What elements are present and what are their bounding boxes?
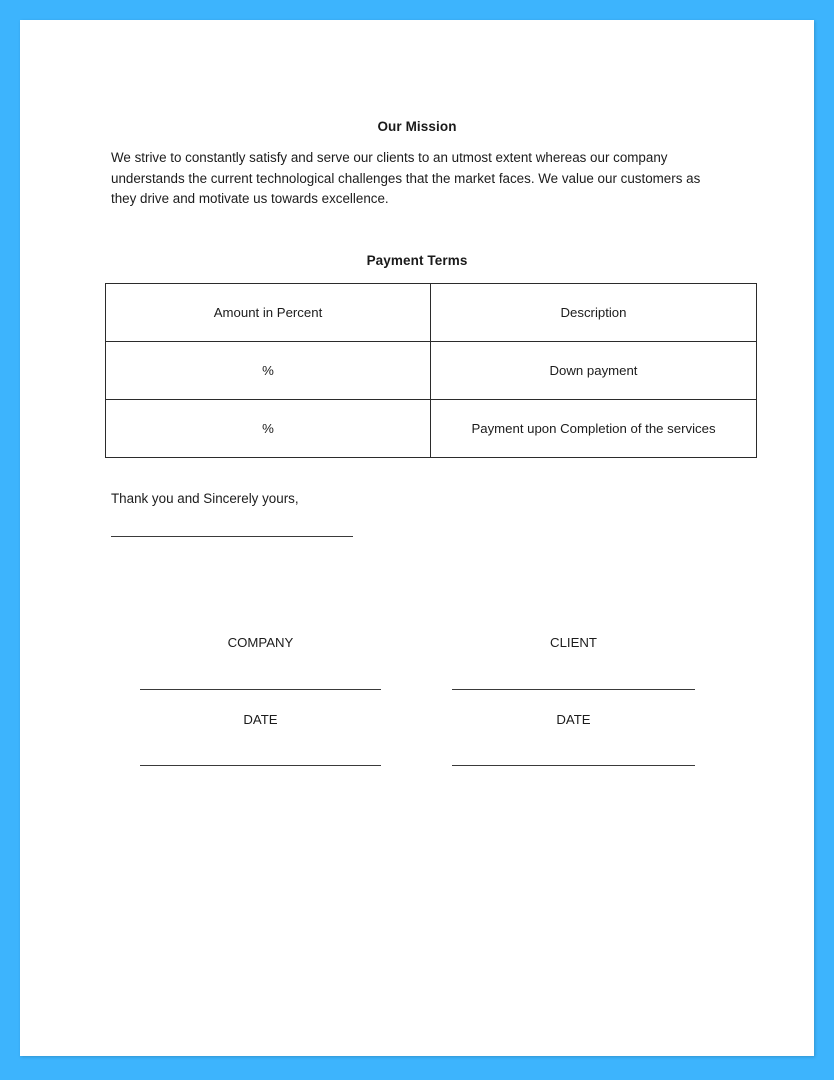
payment-terms-heading: Payment Terms [366,253,468,268]
table-row [106,400,757,458]
payment-terms-table [105,283,757,458]
cell-amount-down-payment[interactable]: % [106,342,431,400]
table-header-row [106,284,757,342]
mission-heading: Our Mission [377,119,457,134]
document-body [20,20,814,1056]
client-party-label: CLIENT [550,635,597,650]
sender-signature-line[interactable] [111,536,353,537]
cell-description-down-payment: Down payment [431,342,757,400]
company-date-line[interactable] [140,765,381,766]
company-signature-line[interactable] [140,689,381,690]
company-date-label: DATE [243,712,278,727]
client-date-line[interactable] [452,765,695,766]
closing-salutation: Thank you and Sincerely yours, [111,491,299,506]
table-row [106,342,757,400]
column-header-description: Description [431,284,757,342]
cell-amount-completion[interactable]: % [106,400,431,458]
mission-paragraph: We strive to constantly satisfy and serve our clients to an utmost extent whereas our company understands the current technological challenges that the market faces. We value our customers as they drive and motivate us towards excellence. [111,150,701,207]
company-party-label: COMPANY [227,635,294,650]
client-date-label: DATE [556,712,591,727]
column-header-amount: Amount in Percent [106,284,431,342]
client-signature-line[interactable] [452,689,695,690]
document-page [20,20,814,1056]
cell-description-completion: Payment upon Completion of the services [431,400,757,458]
